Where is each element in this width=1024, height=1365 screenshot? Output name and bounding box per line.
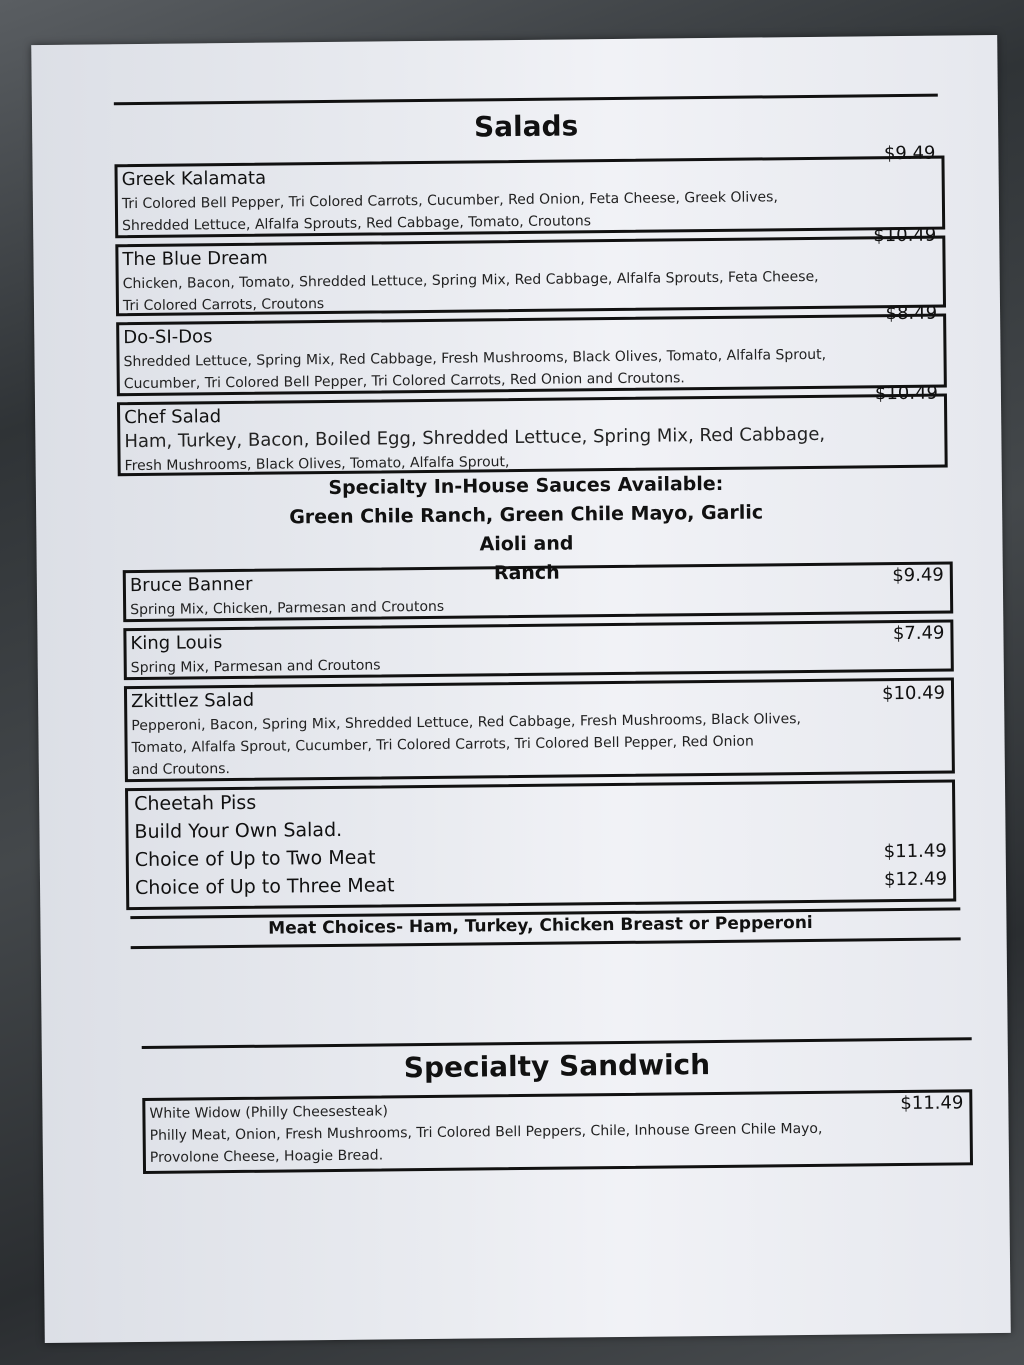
- item-description: Spring Mix, Chicken, Parmesan and Croutons: [130, 598, 445, 619]
- menu-item-blue-dream: [115, 224, 946, 317]
- item-description: Philly Meat, Onion, Fresh Mushrooms, Tri Colored Bell Peppers, Chile, Inhouse Green Chile Mayo, Provolone Cheese, Hoagie Bread.: [149, 1120, 823, 1166]
- item-price: $7.49: [892, 622, 945, 645]
- menu-item-do-si-dos: [116, 302, 947, 397]
- sandwich-title: Specialty Sandwich: [403, 1048, 711, 1085]
- item-price: $10.49: [874, 382, 939, 405]
- menu-item-cheetah-piss: [125, 779, 956, 910]
- item-name: White Widow (Philly Cheesesteak): [149, 1103, 388, 1122]
- item-name: The Blue Dream: [122, 247, 268, 271]
- item-description: Chicken, Bacon, Tomato, Shredded Lettuce, Spring Mix, Red Cabbage, Alfalfa Sprouts, Feta Cheese, Tri Colored Carrots, Croutons: [122, 268, 819, 315]
- cheetah-line-three-meat: Choice of Up to Three Meat: [134, 874, 395, 900]
- menu-item-white-widow: [142, 1089, 973, 1174]
- meat-choices-note: Meat Choices- Ham, Turkey, Chicken Breast or Pepperoni: [268, 912, 813, 939]
- cheetah-line-build: Build Your Own Salad.: [134, 818, 343, 844]
- item-description: Pepperoni, Bacon, Spring Mix, Shredded Lettuce, Red Cabbage, Fresh Mushrooms, Black Olives, Tomato, Alfalfa Sprout, Cucumber, Tri Colored Carrots, Tri Colored Bell Pepper, Red Onion and Croutons.: [131, 711, 801, 779]
- menu-item-bruce-banner: [123, 561, 953, 622]
- menu-item-king-louis: [123, 619, 953, 680]
- item-name: Bruce Banner: [129, 573, 253, 597]
- menu-item-zkittlez-salad: [124, 677, 955, 782]
- salads-title: Salads: [473, 109, 579, 144]
- item-price-three-meat: $12.49: [883, 868, 948, 891]
- cheetah-line-two-meat: Choice of Up to Two Meat: [134, 846, 376, 872]
- menu-item-chef-salad: [117, 382, 948, 477]
- item-name: Cheetah Piss: [134, 791, 257, 816]
- item-description: Shredded Lettuce, Spring Mix, Red Cabbage, Fresh Mushrooms, Black Olives, Tomato, Alfalfa Sprout, Cucumber, Tri Colored Bell Pepper, Tri Colored Carrots, Red Onion and Croutons.: [123, 346, 827, 393]
- sauces-note: Specialty In-House Sauces Available: Green Chile Ranch, Green Chile Mayo, Garlic Aioli and Ranch: [289, 472, 764, 585]
- menu-item-greek-kalamata: [114, 142, 945, 239]
- item-price: $10.49: [881, 682, 946, 705]
- item-name: Chef Salad: [124, 406, 222, 429]
- item-name: Zkittlez Salad: [131, 689, 255, 713]
- item-description: Ham, Turkey, Bacon, Boiled Egg, Shredded Lettuce, Spring Mix, Red Cabbage, Fresh Mushrooms, Black Olives, Tomato, Alfalfa Sprout,: [124, 423, 826, 475]
- top-rule: [114, 94, 938, 106]
- item-price: $8.49: [885, 302, 938, 325]
- item-price: $10.49: [873, 224, 937, 247]
- item-name: Greek Kalamata: [121, 167, 267, 191]
- item-price-two-meat: $11.49: [883, 840, 947, 863]
- item-price: $9.49: [883, 142, 936, 165]
- item-price: $11.49: [900, 1092, 964, 1115]
- item-name: Do-SI-Dos: [123, 326, 213, 349]
- item-price: $9.49: [892, 564, 944, 587]
- item-description: Spring Mix, Parmesan and Croutons: [130, 657, 381, 677]
- menu-page: [31, 35, 1011, 1343]
- item-name: King Louis: [130, 632, 223, 655]
- item-description: Tri Colored Bell Pepper, Tri Colored Carrots, Cucumber, Red Onion, Feta Cheese, Greek Olives, Shredded Lettuce, Alfalfa Sprouts, Red Cabbage, Tomato, Croutons: [121, 189, 778, 235]
